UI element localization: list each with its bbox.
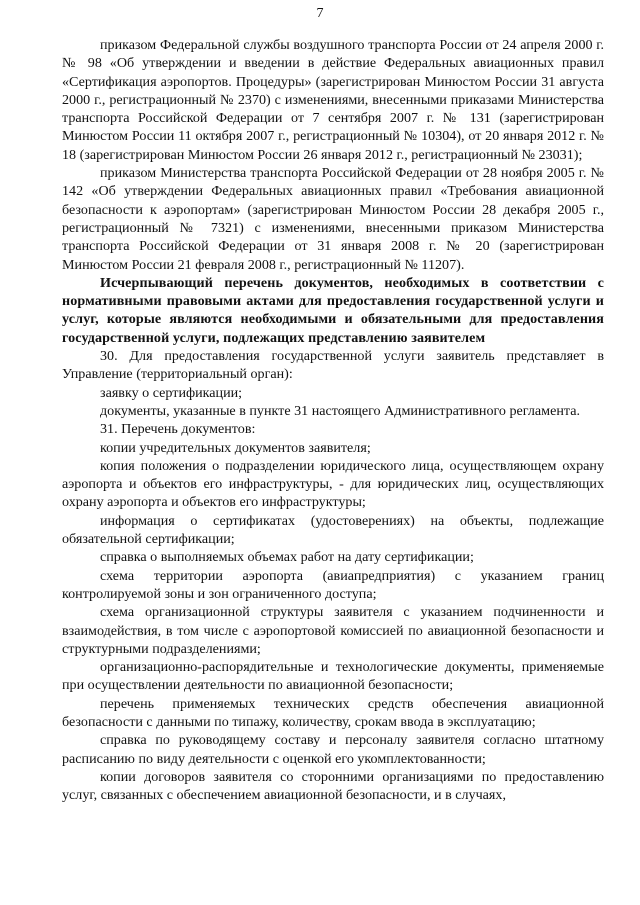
list-item: копии учредительных документов заявителя; (100, 439, 371, 456)
paragraph: 30. Для предоставления государственной услуги заявитель представляет в Управление (территориальный орган): (62, 348, 604, 383)
list-item: копия положения о подразделении юридического лица, осуществляющем охрану аэропорта и объектов его инфраструктуры, - для юридических лиц, осуществляющих охрану аэропорта и объектов его инфраструктуры; (62, 457, 604, 511)
list-item: информация о сертификатах (удостоверениях) на объекты, подлежащие обязательной сертификации; (62, 512, 604, 548)
section-heading: Исчерпывающий перечень документов, необходимых в соответствии с нормативными правовыми актами для предоставления государственной услуги и услуг, которые являются необходимыми и обязательными для предоставления государственной услуги, подлежащих представлению заявителем (62, 274, 604, 346)
list-item: схема организационной структуры заявителя с указанием подчиненности и взаимодействия, в том числе с аэропортовой комиссией по авиационной безопасности и структурными подразделениями; (62, 604, 604, 657)
list-item: перечень применяемых технических средств обеспечения авиационной безопасности с данными по типажу, количеству, срокам ввода в эксплуатацию; (62, 695, 604, 730)
paragraph: 31. Перечень документов: (100, 421, 256, 438)
paragraph: приказом Министерства транспорта Российской Федерации от 28 ноября 2005 г. № 142 «Об утверждении Федеральных авиационных правил «Требования авиационной безопасности к аэропортам» (зарегистрирован Минюстом России 28 декабря 2005 г., регистрационный № 7321) с изменениями, внесенными приказом Министерства транспорта Российской Федерации от 31 января 2008 г. № 20 (зарегистрирован Минюстом России 21 февраля 2008 г., регистрационный № 11207). (62, 165, 604, 273)
list-item: копии договоров заявителя со сторонними организациями по предоставлению услуг, связанных с обеспечением авиационной безопасности, и в случаях, (62, 768, 604, 804)
paragraph: документы, указанные в пункте 31 настоящего Административного регламента. (100, 402, 580, 419)
page-number: 7 (316, 6, 324, 21)
list-item: справка о выполняемых объемах работ на дату сертификации; (100, 549, 474, 566)
list-item: организационно-распорядительные и технологические документы, применяемые при осуществлении деятельности по авиационной безопасности; (62, 659, 604, 694)
list-item: схема территории аэропорта (авиапредприятия) с указанием границ контролируемой зоны и зон ограниченного доступа; (62, 567, 604, 602)
list-item: справка по руководящему составу и персоналу заявителя согласно штатному расписанию по виду деятельности с оценкой его укомплектованности; (62, 732, 604, 767)
document-body (62, 36, 604, 804)
paragraph: приказом Федеральной службы воздушного транспорта России от 24 апреля 2000 г. № 98 «Об утверждении и введении в действие Федеральных авиационных правил «Сертификация аэропортов. Процедуры» (зарегистрирован Минюстом России 31 августа 2000 г., регистрационный № 2370) с изменениями, внесенными приказами Министерства транспорта Российской Федерации от 7 сентября 2007 г. № 131 (зарегистрирован Минюстом России 11 октября 2007 г., регистрационный № 10304), от 20 января 2012 г. № 18 (зарегистрирован Минюстом России 26 января 2012 г., регистрационный № 23031); (62, 37, 604, 163)
paragraph: заявку о сертификации; (100, 384, 243, 401)
